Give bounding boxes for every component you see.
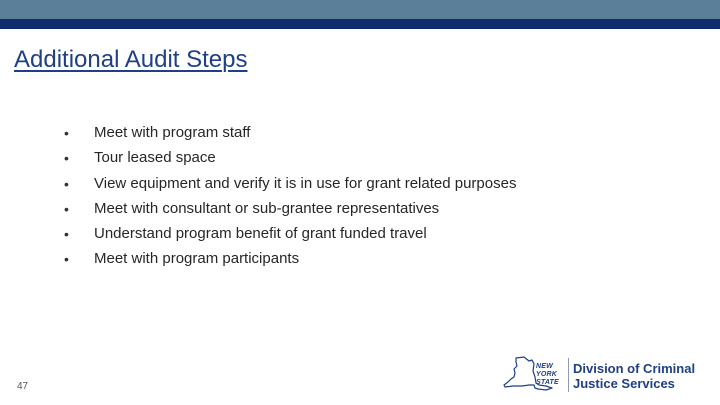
bullet-text: Meet with consultant or sub-grantee representatives (94, 199, 440, 217)
bullet-text: Understand program benefit of grant funded travel (94, 225, 427, 243)
bullet-text: View equipment and verify it is in use for grant related purposes (94, 174, 517, 192)
bullet-icon: • (64, 125, 69, 141)
new-york-state-map-icon (502, 355, 568, 395)
list-item (0, 145, 700, 170)
header-band (0, 0, 720, 19)
bullet-icon: • (64, 175, 69, 192)
slide-title: Additional Audit Steps (14, 46, 248, 73)
bullet-icon: • (64, 200, 69, 217)
list-item (0, 120, 700, 145)
logo-agency-name: Division of Criminal (573, 361, 696, 376)
page-number: 47 (17, 381, 29, 392)
bullet-icon: • (64, 150, 69, 167)
bullet-text: Tour leased space (94, 149, 216, 167)
bullet-list (0, 120, 700, 272)
bullet-icon: • (64, 251, 69, 268)
logo-state-word: STATE (536, 379, 559, 386)
bullet-text: Meet with program staff (94, 124, 251, 141)
agency-logo (502, 355, 702, 395)
logo-agency-name: Justice Services (573, 376, 675, 391)
list-item (0, 196, 700, 221)
bullet-text: Meet with program participants (94, 250, 300, 268)
bullet-icon: • (64, 226, 69, 243)
list-item (0, 246, 700, 271)
logo-divider (568, 358, 569, 392)
list-item (0, 221, 700, 246)
logo-state-word: NEW (536, 363, 553, 370)
list-item (0, 171, 700, 196)
logo-state-word: YORK (536, 371, 558, 378)
header-band-accent (0, 19, 720, 29)
